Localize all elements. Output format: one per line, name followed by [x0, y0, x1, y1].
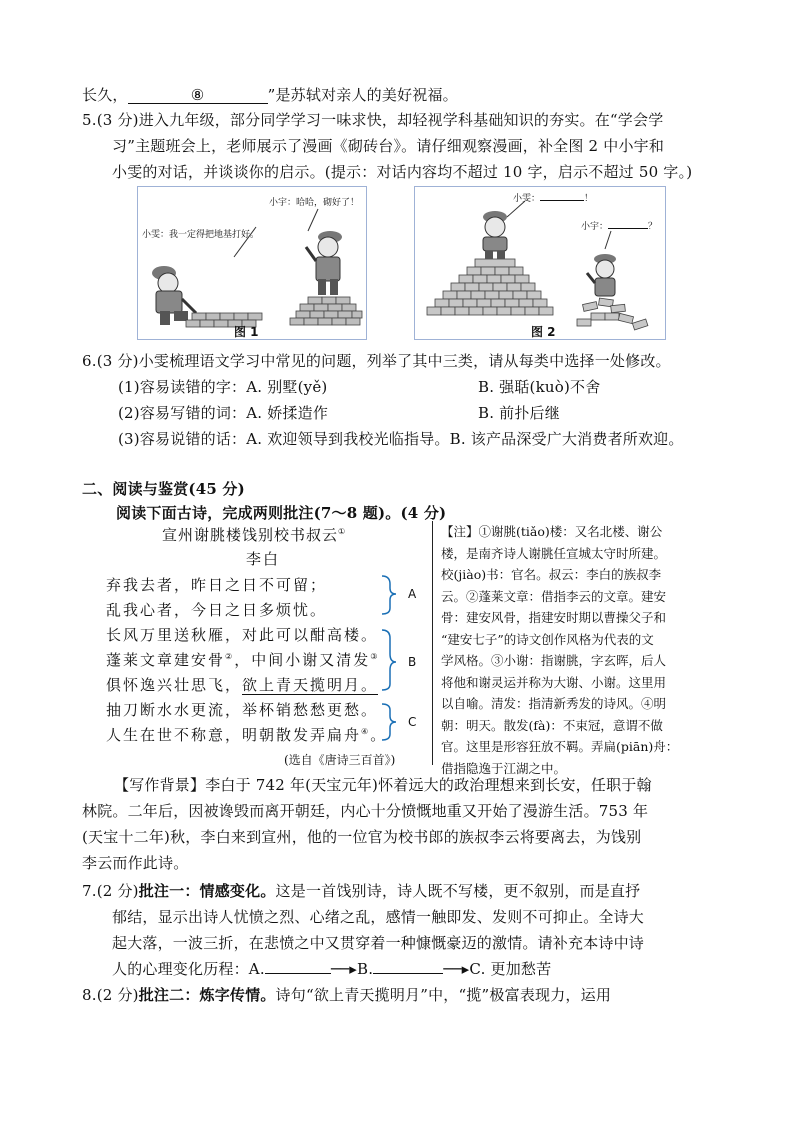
poem-notes	[432, 521, 727, 776]
comic-1-drawing	[138, 187, 366, 339]
note-line: 云。②蓬莱文章：借指李云的文章。建安	[441, 588, 667, 604]
q6-r1a: (1)容易读错的字：A. 别墅(yě)	[118, 378, 328, 396]
comic-2-drawing	[415, 187, 665, 339]
comic-2-yu-blank[interactable]	[608, 219, 648, 229]
note-line: 以自喻。清发：指清新秀发的诗风。④明	[441, 696, 667, 711]
q6-title: 6.(3 分)小雯梳理语文学习中常见的问题，列举了其中三类，请从每类中选择一处修改。	[82, 352, 671, 370]
note-line: 【注】①谢朓(tiǎo)楼：又名北楼、谢公	[441, 524, 663, 539]
background-line-1: 【写作背景】李白于 742 年(天宝元年)怀着远大的政治理想来到长安，任职于翰	[114, 776, 652, 794]
q6-r2a: (2)容易写错的词：A. 娇揉造作	[118, 404, 329, 422]
q6-r1b: B. 强聒(kuò)不舍	[478, 378, 601, 396]
background-line-4: 李云而作此诗。	[82, 854, 189, 872]
answer-blank-8[interactable]: ⑧	[128, 88, 268, 104]
annotation-brackets	[380, 572, 410, 752]
background-line-2: 林院。二年后，因被谗毁而离开朝廷，内心十分愤慨地重又开始了漫游生活。753 年	[82, 802, 649, 820]
comic-1-caption: 图 1	[234, 325, 259, 339]
poem-source: (选自《唐诗三百首》)	[284, 753, 396, 767]
poem-line-2: 乱我心者，今日之日多烦忧。	[106, 601, 328, 619]
arrow-right-icon: ──▸	[330, 960, 358, 978]
comic-2-wen-blank[interactable]	[540, 191, 584, 201]
poem-line-6: 抽刀断水水更流，举杯销愁愁更愁。	[106, 701, 379, 719]
q6-r2b: B. 前扑后继	[478, 404, 560, 422]
poem-line-5: 俱怀逸兴壮思飞，欲上青天揽明月。	[106, 676, 379, 694]
poem-author: 李白	[246, 550, 281, 568]
comic-2-wen-speech: 小雯： ！	[513, 191, 593, 204]
worker-boy-icon	[306, 231, 342, 295]
brick-pyramid-icon	[427, 259, 553, 315]
poem-line-1: 弃我去者，昨日之日不可留；	[106, 576, 328, 594]
background-line-3: (天宝十二年)秋，李白来到宣州，他的一位官为校书郎的族叔李云将要离去，为饯别	[82, 828, 642, 846]
q8-line-1: 8.(2 分)批注二：炼字传情。诗句“欲上青天揽明月”中，“揽”极富表现力，运用	[82, 986, 612, 1004]
q5-line-2: 习”主题班会上，老师展示了漫画《砌砖台》。请仔细观察漫画，补全图 2 中小宇和	[112, 137, 665, 155]
poem-line-7: 人生在世不称意，明朝散发弄扁舟④。	[106, 726, 388, 744]
note-line: 楼，是南齐诗人谢朓任宣城太守时所建。	[441, 545, 667, 561]
q7-blank-b[interactable]	[373, 973, 443, 974]
q7-blank-a[interactable]	[265, 973, 331, 974]
comic-2-caption: 图 2	[531, 325, 556, 339]
note-line: 官。这里是形容狂放不羁。弄扁(piān)舟：	[441, 739, 679, 754]
q4-tail: 长久， ⑧ ”是苏轼对亲人的美好祝福。	[82, 86, 458, 104]
q5-line-3: 小雯的对话，并谈谈你的启示。(提示：对话内容均不超过 10 字，启示不超过 50 字。)	[112, 163, 693, 181]
arrow-right-icon: ──▸	[443, 960, 470, 978]
comic-2-yu-speech: 小宇： ？	[581, 219, 657, 232]
worker-boy-icon	[587, 254, 616, 296]
comic-1-wen-speech: 小雯：我一定得把地基打好。	[142, 230, 260, 240]
note-line: 借指隐逸于江湖之中。	[441, 760, 567, 776]
q6-r3: (3)容易说错的话：A. 欢迎领导到我校光临指导。B. 该产品深受广大消费者所欢迎。	[118, 430, 684, 448]
q7-line-2: 郁结，显示出诗人忧愤之烈、心绪之乱，感情一触即发、发则不可抑止。全诗大	[112, 908, 645, 926]
bracket-label-b: B	[408, 655, 417, 669]
q7-line-3: 起大落，一波三折，在悲愤之中又贯穿着一种慷慨豪迈的激情。请补充本诗中诗	[112, 934, 645, 952]
worker-girl-icon	[483, 211, 507, 259]
q5-line-1: 5.(3 分)进入九年级，部分同学学习一味求快，却轻视学科基础知识的夯实。在“学会学	[82, 111, 664, 129]
note-line: 骨：建安风骨，指建安时期以曹操父子和	[441, 610, 667, 625]
q7-line-4: 人的心理变化历程：A. ──▸B. ──▸C. 更加愁苦	[112, 960, 552, 978]
note-line: 将他和谢灵运并称为大谢、小谢。这里用	[441, 674, 667, 690]
poem-line-3: 长风万里送秋雁，对此可以酣高楼。	[106, 626, 379, 644]
bracket-label-c: C	[408, 715, 417, 729]
section-2-heading: 二、阅读与鉴赏(45 分)	[82, 480, 245, 498]
note-line: 学风格。③小谢：指谢朓，字玄晖，后人	[441, 653, 667, 668]
note-line: “建安七子”的诗文创作风格为代表的文	[441, 631, 654, 647]
comic-figure-1	[137, 186, 367, 340]
comic-figure-2	[414, 186, 666, 340]
note-line: 校(jiào)书：官名。叔云：李白的族叔李	[441, 567, 662, 582]
note-line: 朝：明天。散发(fà)：不束冠，意谓不做	[441, 717, 663, 733]
section-2-intro: 阅读下面古诗，完成两则批注(7～8 题)。(4 分)	[116, 504, 447, 522]
q7-line-1: 7.(2 分)批注一：情感变化。这是一首饯别诗，诗人既不写楼，更不叙别，而是直抒	[82, 882, 641, 900]
underlined-phrase: 欲上青天揽明月。	[242, 676, 379, 694]
worker-girl-icon	[152, 266, 196, 325]
comic-1-yu-speech: 小宇：哈哈，砌好了！	[269, 198, 360, 208]
bracket-label-a: A	[408, 587, 417, 601]
poem-title: 宣州谢朓楼饯别校书叔云①	[162, 526, 347, 544]
poem-line-4: 蓬莱文章建安骨②，中间小谢又清发③	[106, 651, 380, 669]
